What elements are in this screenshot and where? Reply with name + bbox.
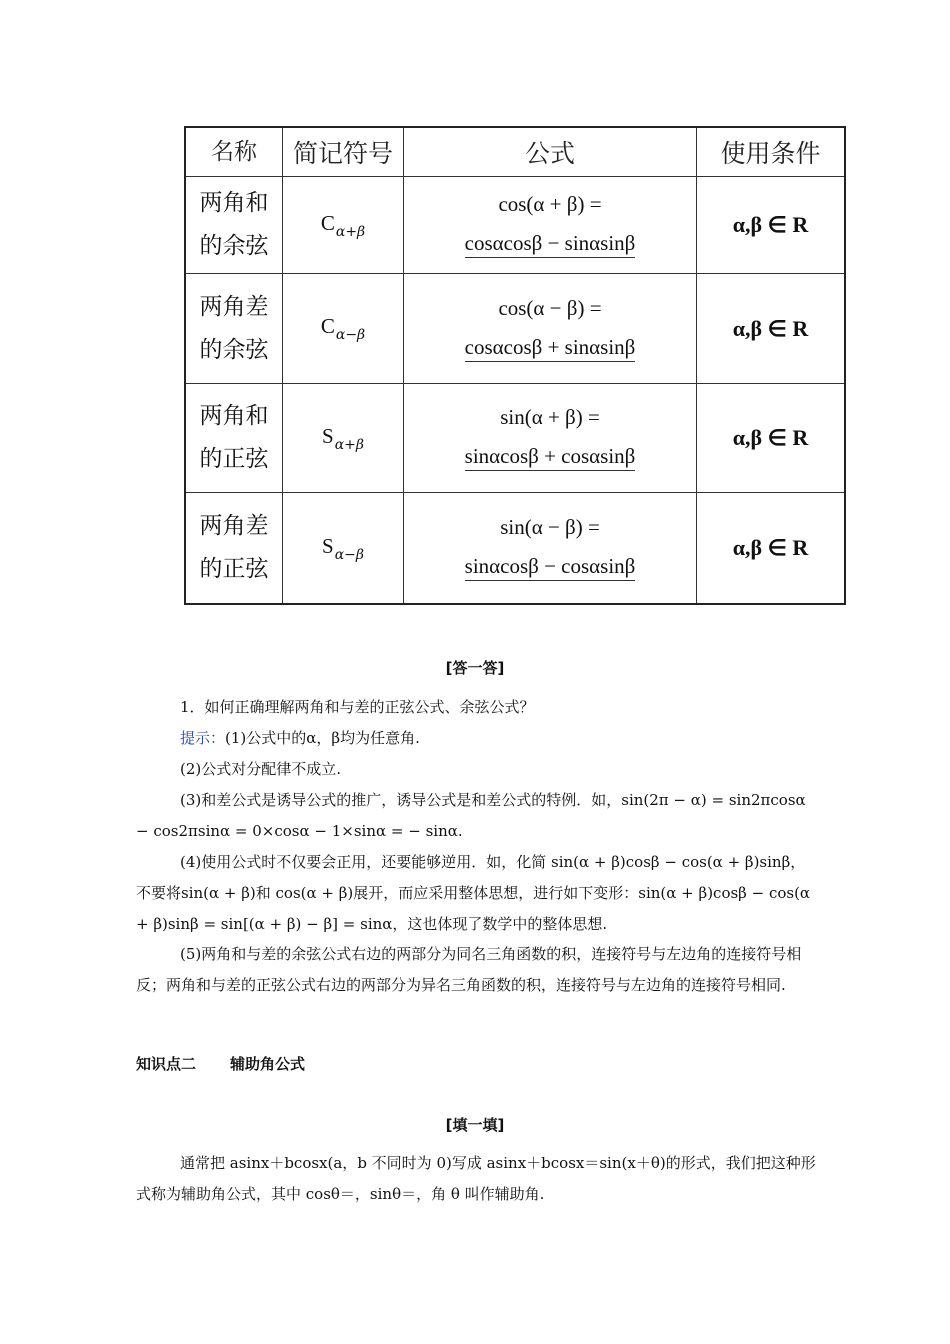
fill-text: 通常把 asinx＋bcosx(a，b 不同时为 0)写成 asinx＋bcosx＝sin(x＋θ)的形式，我们把这种形式称为辅助角公式，其中 cosθ＝，sinθ＝，角 θ 叫作辅助角.	[136, 1154, 816, 1203]
section-title: 辅助角公式	[230, 1055, 306, 1073]
table-row	[185, 493, 845, 605]
name-line: 的正弦	[199, 556, 269, 582]
formula-cell	[404, 384, 697, 493]
formula-name-cell	[185, 274, 283, 384]
name-line: 两角和	[199, 403, 269, 429]
fill-heading: [填一填]	[445, 1116, 505, 1134]
hint-1	[136, 723, 816, 754]
formula-cell	[404, 274, 697, 384]
formula-name-cell	[185, 493, 283, 605]
formula-table	[184, 126, 846, 605]
condition-cell	[697, 177, 846, 274]
formula-lhs: cos(α + β) =	[498, 192, 602, 216]
name-line: 的余弦	[199, 233, 269, 259]
condition-text: α,β ∈ R	[732, 212, 809, 237]
question-text: 1．如何正确理解两角和与差的正弦公式、余弦公式？	[180, 698, 535, 716]
formula-lhs: sin(α − β) =	[500, 515, 600, 539]
symbol-letter: C	[320, 210, 335, 235]
formula-name-cell	[185, 177, 283, 274]
table-row	[185, 274, 845, 384]
condition-cell	[697, 384, 846, 493]
condition-text: α,β ∈ R	[732, 425, 809, 450]
formula-rhs: sinαcosβ − cosαsinβ	[465, 554, 636, 581]
header-condition: 使用条件	[697, 127, 846, 177]
header-symbol: 简记符号	[283, 127, 404, 177]
name-line: 的正弦	[199, 446, 269, 472]
hint-label: 提示：	[180, 729, 226, 747]
formula-lhs: sin(α + β) =	[500, 405, 600, 429]
table-row	[185, 384, 845, 493]
name-line: 两角和	[199, 190, 269, 216]
formula-rhs: cosαcosβ + sinαsinβ	[465, 335, 636, 362]
symbol-letter: S	[322, 533, 334, 558]
formula-rhs: cosαcosβ − sinαsinβ	[465, 231, 636, 258]
symbol-subscript: α−β	[334, 546, 364, 563]
formula-lhs: cos(α − β) =	[498, 295, 602, 320]
name-line: 两角差	[199, 513, 269, 539]
hint-5: (5)两角和与差的余弦公式右边的两部分为同名三角函数的积，连接符号与左边角的连接符号相反；两角和与差的正弦公式右边的两部分为异名三角函数的积，连接符号与左边角的连接符号相同.	[136, 945, 802, 994]
name-line: 的余弦	[199, 336, 269, 363]
formula-cell	[404, 493, 697, 605]
hint-3: (3)和差公式是诱导公式的推广，诱导公式是和差公式的特例．如，sin(2π − α) = sin2πcosα − cos2πsinα = 0×cosα − 1×sinα = − sinα.	[136, 791, 806, 840]
condition-cell	[697, 274, 846, 384]
symbol-cell	[283, 493, 404, 605]
header-formula: 公式	[404, 127, 697, 177]
table-row	[185, 177, 845, 274]
name-line: 两角差	[199, 293, 269, 320]
symbol-cell	[283, 274, 404, 384]
formula-rhs: sinαcosβ + cosαsinβ	[465, 444, 636, 471]
qa-heading: [答一答]	[445, 659, 505, 677]
formula-name-cell	[185, 384, 283, 493]
hint-1-text: (1)公式中的α，β均为任意角.	[225, 729, 420, 747]
hint-4: (4)使用公式时不仅要会正用，还要能够逆用．如，化简 sin(α + β)cosβ − cos(α + β)sinβ，不要将sin(α + β)和 cos(α + β)展开，而应采用整体思想，进行如下变形：sin(α + β)cosβ − cos(α + β)sinβ = sin[(α + β) − β] = sinα，这也体现了数学中的整体思想.	[136, 853, 811, 933]
symbol-cell	[283, 384, 404, 493]
section-heading	[136, 1053, 305, 1074]
symbol-subscript: α−β	[335, 327, 366, 343]
hint-2: (2)公式对分配律不成立.	[180, 760, 342, 778]
header-name: 名称	[185, 127, 283, 177]
symbol-letter: C	[320, 314, 335, 338]
symbol-letter: S	[322, 423, 334, 448]
symbol-subscript: α+β	[335, 223, 366, 240]
condition-text: α,β ∈ R	[732, 535, 809, 560]
symbol-cell	[283, 177, 404, 274]
table-header-row	[185, 127, 845, 177]
section-label: 知识点二	[136, 1055, 197, 1073]
formula-cell	[404, 177, 697, 274]
condition-cell	[697, 493, 846, 605]
condition-text: α,β ∈ R	[732, 315, 809, 341]
symbol-subscript: α+β	[334, 436, 364, 453]
